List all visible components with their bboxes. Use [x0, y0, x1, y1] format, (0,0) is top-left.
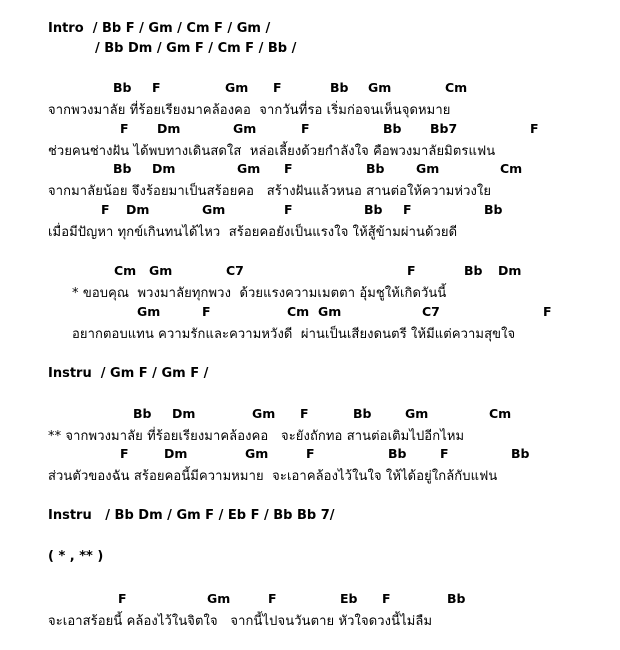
- chord: F: [284, 202, 293, 217]
- chord: F: [120, 121, 129, 136]
- chord: Cm: [445, 80, 468, 95]
- chord: Bb: [113, 161, 132, 176]
- chord: Gm: [202, 202, 226, 217]
- chord: Bb: [484, 202, 503, 217]
- chord: Bb: [464, 263, 483, 278]
- chord: Cm: [500, 161, 523, 176]
- chord: Gm: [245, 446, 269, 461]
- chord: F: [118, 591, 127, 606]
- chord: Gm: [368, 80, 392, 95]
- instrumental-line-1: Instru / Gm F / Gm F /: [48, 366, 209, 381]
- chord: Bb: [330, 80, 349, 95]
- chord: Bb: [133, 406, 152, 421]
- chord: Gm: [149, 263, 173, 278]
- intro-line-2: / Bb Dm / Gm F / Cm F / Bb /: [95, 41, 297, 56]
- lyric-line: จากมาลัยน้อย จึงร้อยมาเป็นสร้อยคอ สร้างฝันแล้วหนอ สานต่อให้ความห่วงใย: [48, 184, 492, 199]
- chord: C7: [226, 263, 244, 278]
- chord: Dm: [126, 202, 150, 217]
- chord: Dm: [498, 263, 522, 278]
- instrumental-line-2: Instru / Bb Dm / Gm F / Eb F / Bb Bb 7/: [48, 508, 335, 523]
- chord: Bb: [447, 591, 466, 606]
- chord: Dm: [152, 161, 176, 176]
- lyric-line: ** จากพวงมาลัย ที่ร้อยเรียงมาคล้องคอ จะยังถักทอ สานต่อเติมไปอีกไหม: [48, 429, 465, 444]
- chord: C7: [422, 304, 440, 319]
- lyric-line: เมื่อมีปัญหา ทุกข์เกินทนได้ไหว สร้อยคอยังเป็นแรงใจ ให้สู้ข้ามผ่านด้วยดี: [48, 225, 458, 240]
- chord: F: [202, 304, 211, 319]
- chord: Cm: [489, 406, 512, 421]
- chord: Dm: [172, 406, 196, 421]
- chord: Bb: [113, 80, 132, 95]
- chord: F: [300, 406, 309, 421]
- chord: F: [301, 121, 310, 136]
- chord: Bb: [511, 446, 530, 461]
- chord: Gm: [252, 406, 276, 421]
- chord: Dm: [157, 121, 181, 136]
- chord: F: [543, 304, 552, 319]
- repeat-marker: ( * , ** ): [48, 549, 104, 564]
- chord: Gm: [207, 591, 231, 606]
- chord: F: [306, 446, 315, 461]
- lyric-line: จะเอาสร้อยนี้ คล้องไว้ในจิตใจ จากนี้ไปจนวันตาย หัวใจดวงนี้ไม่ลืม: [48, 614, 433, 629]
- lyric-line: อยากตอบแทน ความรักและความหวังดี ผ่านเป็นเสียงดนตรี ให้มีแต่ความสุขใจ: [72, 327, 516, 342]
- chord: F: [120, 446, 129, 461]
- chord: F: [152, 80, 161, 95]
- chord: Dm: [164, 446, 188, 461]
- chord: Bb: [366, 161, 385, 176]
- lyric-line: ส่วนตัวของฉัน สร้อยคอนี้มีความหมาย จะเอาคล้องไว้ในใจ ให้ได้อยู่ใกล้กับแฟน: [48, 469, 498, 484]
- chord: F: [530, 121, 539, 136]
- chord: Bb: [383, 121, 402, 136]
- lyric-line: * ขอบคุณ พวงมาลัยทุกพวง ด้วยแรงความเมตตา อุ้มชูให้เกิดวันนี้: [72, 286, 447, 301]
- chord: F: [382, 591, 391, 606]
- chord: F: [407, 263, 416, 278]
- intro-line-1: Intro / Bb F / Gm / Cm F / Gm /: [48, 21, 271, 36]
- chord: F: [284, 161, 293, 176]
- chord: Gm: [225, 80, 249, 95]
- chord: Bb: [353, 406, 372, 421]
- chord: Gm: [137, 304, 161, 319]
- chord: F: [273, 80, 282, 95]
- chord: Gm: [416, 161, 440, 176]
- chord: Bb7: [430, 121, 458, 136]
- chord: F: [440, 446, 449, 461]
- lyric-line: ช่วยคนช่างฝัน ได้พบทางเดินสดใส หล่อเลี้ยงด้วยกำลังใจ คือพวงมาลัยมิตรแฟน: [48, 144, 496, 159]
- chord: Gm: [237, 161, 261, 176]
- chord: Eb: [340, 591, 358, 606]
- chord: Gm: [405, 406, 429, 421]
- chord: F: [101, 202, 110, 217]
- chord: F: [403, 202, 412, 217]
- chord: Bb: [388, 446, 407, 461]
- chord: Cm: [114, 263, 137, 278]
- chord: Cm: [287, 304, 310, 319]
- chord: Bb: [364, 202, 383, 217]
- chord: Gm: [318, 304, 342, 319]
- chord: F: [268, 591, 277, 606]
- chord: Gm: [233, 121, 257, 136]
- lyric-line: จากพวงมาลัย ที่ร้อยเรียงมาคล้องคอ จากวันที่รอ เริ่มก่อจนเห็นจุดหมาย: [48, 103, 451, 118]
